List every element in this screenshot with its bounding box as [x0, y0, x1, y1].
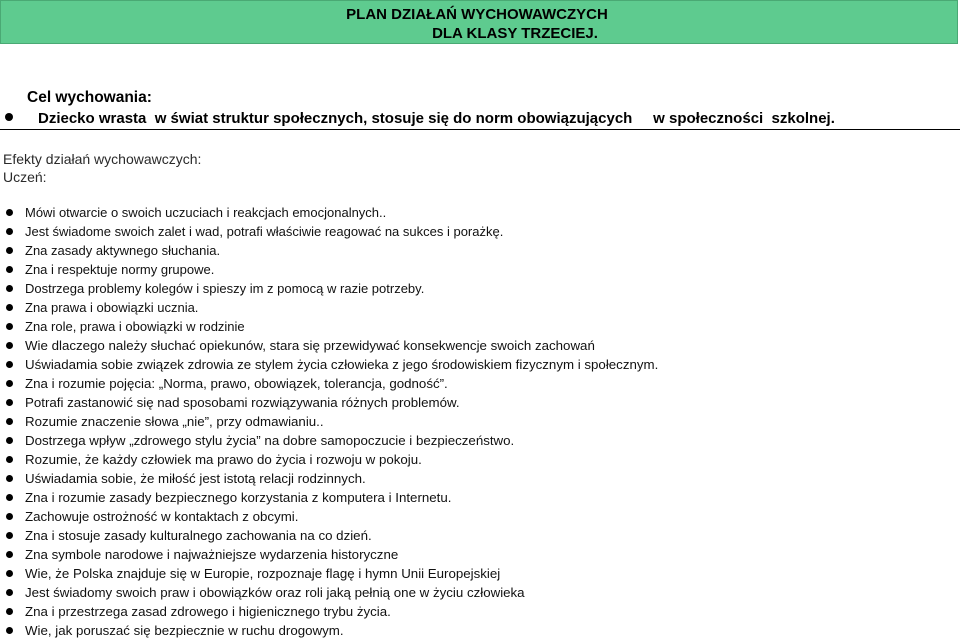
list-item-text: Potrafi zastanowić się nad sposobami rozwiązywania różnych problemów. — [25, 395, 460, 410]
list-item-text: Zna i rozumie zasady bezpiecznego korzystania z komputera i Internetu. — [25, 490, 452, 505]
bullet-icon — [6, 304, 13, 311]
bullet-icon — [6, 209, 13, 216]
bullet-icon — [6, 323, 13, 330]
bullet-icon — [6, 399, 13, 406]
bullet-icon — [6, 361, 13, 368]
bullet-icon — [5, 113, 13, 121]
list-item-text: Jest świadome swoich zalet i wad, potrafi właściwie reagować na sukces i porażkę. — [25, 224, 504, 239]
bullet-icon — [6, 266, 13, 273]
list-item-text: Zna i rozumie pojęcia: „Norma, prawo, obowiązek, tolerancja, godność”. — [25, 376, 448, 391]
list-item-text: Zna symbole narodowe i najważniejsze wydarzenia historyczne — [25, 547, 399, 562]
document-header — [0, 0, 958, 44]
bullet-icon — [6, 228, 13, 235]
list-item-text: Zna i przestrzega zasad zdrowego i higienicznego trybu życia. — [25, 604, 391, 619]
bullet-icon — [6, 589, 13, 596]
list-item-text: Zna i stosuje zasady kulturalnego zachowania na co dzień. — [25, 528, 372, 543]
bullet-icon — [6, 418, 13, 425]
list-item-text: Wie, że Polska znajduje się w Europie, rozpoznaje flagę i hymn Unii Europejskiej — [25, 566, 501, 581]
goal-underline — [0, 129, 960, 130]
list-item-text: Rozumie, że każdy człowiek ma prawo do życia i rozwoju w pokoju. — [25, 452, 422, 467]
bullet-icon — [6, 437, 13, 444]
bullet-icon — [6, 342, 13, 349]
bullet-icon — [6, 247, 13, 254]
list-item-text: Dostrzega problemy kolegów i spieszy im z pomocą w razie potrzeby. — [25, 281, 425, 296]
goal-item-text: Dziecko wrasta w świat struktur społecznych, stosuje się do norm obowiązujących w społeczności szkolnej. — [38, 110, 835, 127]
list-item-text: Rozumie znaczenie słowa „nie”, przy odmawianiu.. — [25, 414, 324, 429]
bullet-icon — [6, 285, 13, 292]
bullet-icon — [6, 380, 13, 387]
list-item-text: Dostrzega wpływ „zdrowego stylu życia” na dobre samopoczucie i bezpieczeństwo. — [25, 433, 515, 448]
list-item-text: Wie dlaczego należy słuchać opiekunów, stara się przewidywać konsekwencje swoich zachowań — [25, 338, 595, 353]
effects-subtitle: Uczeń: — [3, 169, 47, 185]
list-item-text: Uświadamia sobie związek zdrowia ze stylem życia człowieka z jego środowiskiem fizycznym i społecznym. — [25, 357, 659, 372]
bullet-icon — [6, 456, 13, 463]
list-item-text: Zachowuje ostrożność w kontaktach z obcymi. — [25, 509, 299, 524]
bullet-icon — [6, 532, 13, 539]
list-item-text: Uświadamia sobie, że miłość jest istotą relacji rodzinnych. — [25, 471, 366, 486]
list-item-text: Jest świadomy swoich praw i obowiązków oraz roli jaką pełnią one w życiu człowieka — [25, 585, 525, 600]
list-item-text: Zna zasady aktywnego słuchania. — [25, 243, 221, 258]
effects-title: Efekty działań wychowawczych: — [3, 151, 202, 167]
bullet-icon — [6, 551, 13, 558]
bullet-icon — [6, 475, 13, 482]
list-item-text: Zna prawa i obowiązki ucznia. — [25, 300, 199, 315]
bullet-icon — [6, 494, 13, 501]
bullet-icon — [6, 513, 13, 520]
header-title-line1: PLAN DZIAŁAŃ WYCHOWAWCZYCH — [346, 6, 608, 23]
header-title-line2: DLA KLASY TRZECIEJ. — [432, 25, 598, 42]
list-item-text: Wie, jak poruszać się bezpiecznie w ruchu drogowym. — [25, 623, 344, 638]
list-item-text: Mówi otwarcie o swoich uczuciach i reakcjach emocjonalnych.. — [25, 205, 387, 220]
bullet-icon — [6, 608, 13, 615]
goal-title: Cel wychowania: — [27, 89, 152, 106]
list-item-text: Zna i respektuje normy grupowe. — [25, 262, 215, 277]
bullet-icon — [6, 570, 13, 577]
bullet-icon — [6, 627, 13, 634]
list-item-text: Zna role, prawa i obowiązki w rodzinie — [25, 319, 245, 334]
